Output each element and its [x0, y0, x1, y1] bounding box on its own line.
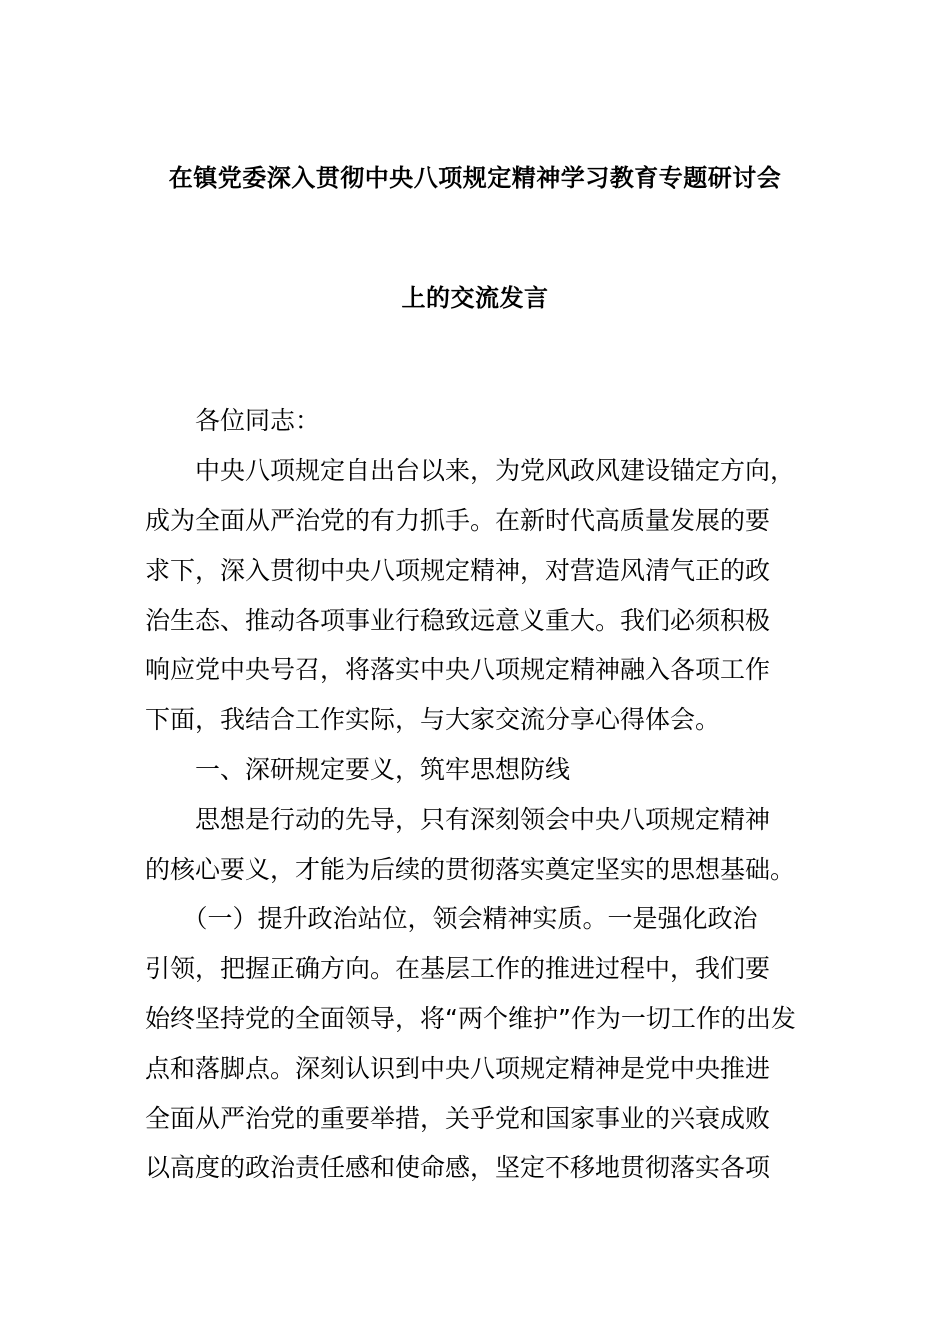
body-line: 始终坚持党的全面领导，将“两个维护”作为一切工作的出发 [145, 1004, 796, 1033]
body-line: 响应党中央号召，将落实中央八项规定精神融入各项工作 [145, 655, 771, 684]
body-line: 全面从严治党的重要举措，关乎党和国家事业的兴衰成败 [145, 1104, 771, 1133]
body-line: 成为全面从严治党的有力抓手。在新时代高质量发展的要 [145, 506, 771, 535]
salutation: 各位同志： [145, 406, 321, 435]
document-title-line-1: 在镇党委深入贯彻中央八项规定精神学习教育专题研讨会 [168, 164, 782, 192]
body-line: 思想是行动的先导，只有深刻领会中央八项规定精神 [145, 805, 771, 834]
section-heading: 一、深研规定要义，筑牢思想防线 [145, 755, 571, 784]
body-line: 引领，把握正确方向。在基层工作的推进过程中，我们要 [145, 954, 771, 983]
subsection-line: （一）提升政治站位，领会精神实质。一是强化政治 [145, 904, 758, 933]
body-line: 求下，深入贯彻中央八项规定精神，对营造风清气正的政 [145, 556, 771, 585]
body-line: 以高度的政治责任感和使命感，坚定不移地贯彻落实各项 [145, 1153, 771, 1182]
body-line: 点和落脚点。深刻认识到中央八项规定精神是党中央推进 [145, 1054, 771, 1083]
body-line: 下面，我结合工作实际，与大家交流分享心得体会。 [145, 705, 721, 734]
body-line: 的核心要义，才能为后续的贯彻落实奠定坚实的思想基础。 [145, 855, 796, 884]
body-line: 治生态、推动各项事业行稳致远意义重大。我们必须积极 [145, 606, 771, 635]
body-line: 中央八项规定自出台以来，为党风政风建设锚定方向， [145, 456, 796, 485]
document-title-line-2: 上的交流发言 [401, 284, 549, 312]
